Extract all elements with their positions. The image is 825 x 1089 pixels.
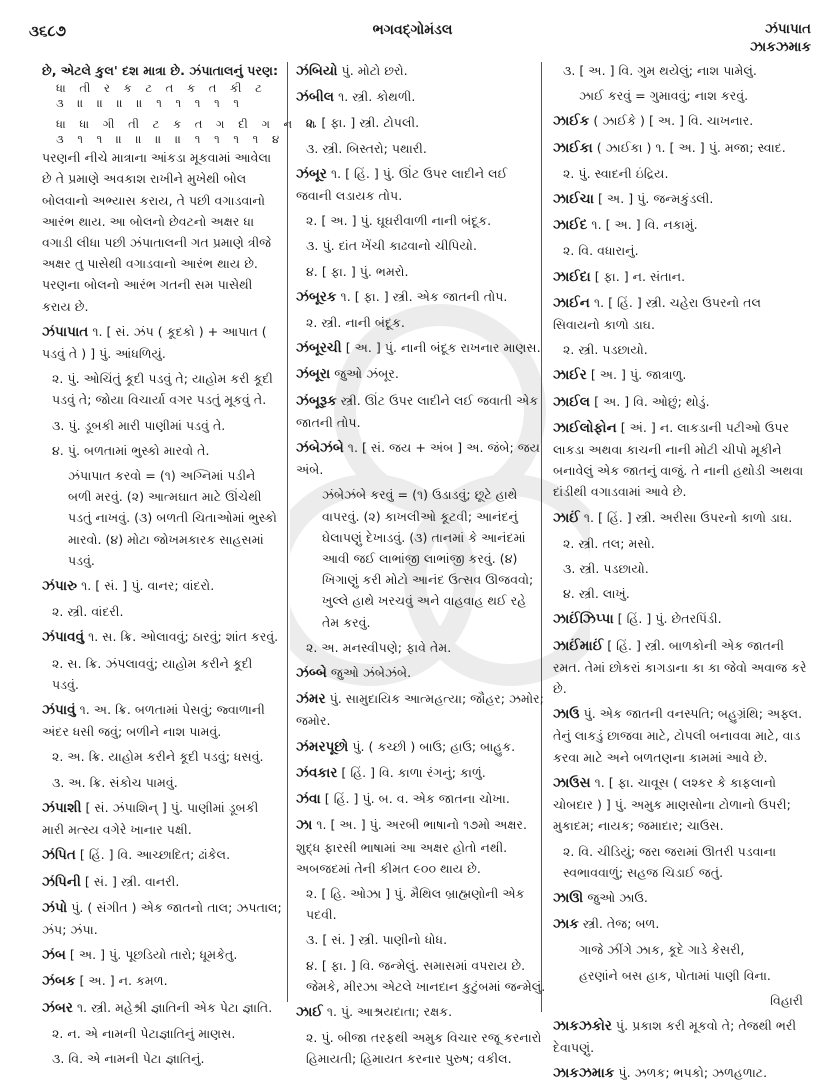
headword: ઝંબક bbox=[42, 973, 76, 990]
definition: ૧. [ હિં. ] પું. ઊંટ ઉપર લાદીને લઈ જવાની લડાયક તોપ. bbox=[296, 165, 508, 204]
guide-word-last: ઝાકઝમાક bbox=[750, 39, 811, 55]
definition: [ હિં. ] વિ. આચ્છાદિત; ઢાંકેલ. bbox=[79, 847, 231, 863]
definition: [ અં. ] ન. લાકડાની પટીઓ ઉપર લાકડા અથવા કાચની નાની મોટી ચીપો મૂકીને બનાવેલું એક જાતનું વાજું. તે નાની હથોડી અથવા દાંડીથી વગાડવામાં આવે છે. bbox=[553, 419, 804, 500]
headword: ઝંવકાર bbox=[296, 764, 338, 781]
sub-sense: ૨. [ ફા. ] સ્ત્રી. ટોપલી. bbox=[306, 115, 420, 131]
quote-attribution: વિહારી bbox=[770, 992, 803, 1008]
definition: ૧. [ હિં. ] સ્ત્રી. ચહેરા ઉપરનો તલ સિવાયનો કાળો ડાઘ. bbox=[553, 294, 762, 333]
dictionary-entry bbox=[296, 688, 546, 731]
dictionary-entry bbox=[553, 507, 811, 529]
headword: ઝા bbox=[296, 817, 313, 834]
dictionary-entry bbox=[42, 997, 282, 1019]
definition: [ અ. ] ન. કમળ. bbox=[79, 973, 168, 989]
definition: પું. ઝળક; ભપકો; ઝળહળાટ. bbox=[618, 1065, 768, 1081]
dictionary-entry bbox=[553, 391, 811, 413]
definition: પું. ( કચ્છી ) બાઉ; હાઉ; બાહુક. bbox=[352, 738, 516, 754]
definition: ૧. પું. આશ્રયદાતા; રક્ષક. bbox=[326, 1003, 453, 1019]
sub-sense: ૩. વિ. એ નામની પેટા જ્ઞાતિનું. bbox=[52, 1050, 205, 1066]
definition: પું. એક જાતની વનસ્પતિ; બહુગ્રંથિ; અફ્લ. તેનું લાકડું છાજવા માટે, ટોપલી બનાવવા માટે, વાડ કરવા માટે અને બળતણના કામમાં આવે છે. bbox=[553, 706, 803, 765]
sub-sense: ૨. સ્ત્રી. નાની બંદૂક. bbox=[306, 315, 405, 331]
definition: જુઓ ઝાઉ. bbox=[587, 889, 648, 905]
definition: ( ઝાઈકે ) [ અ. ] વિ. ચાખનાર. bbox=[593, 113, 754, 129]
dictionary-entry bbox=[553, 635, 811, 700]
headword: ઝાઉસ bbox=[553, 774, 591, 791]
dictionary-entry bbox=[296, 1001, 546, 1023]
page-number: ૩૬૮૭ bbox=[29, 22, 67, 40]
tala-notation-syllables: ધા ધા ગી તી ટ ક ત ગ દી ગ ન ધા bbox=[56, 117, 321, 132]
definition: પું. પ્રકાશ કરી મૂકવો તે; તેજથી ભરી દેવાપણું. bbox=[553, 1017, 797, 1056]
sub-sense: ૨. વિ. વધારાનું. bbox=[563, 243, 639, 259]
dictionary-entry bbox=[553, 703, 811, 768]
headword: ઝાઉ bbox=[553, 706, 580, 723]
dictionary-entry bbox=[553, 292, 811, 335]
column-2 bbox=[296, 60, 546, 1074]
definition: ૧. સ્ત્રી. મહેશ્રી જ્ઞાતિની એક પેટા જ્ઞાતિ. bbox=[76, 999, 273, 1015]
headword: ઝાઈદા bbox=[553, 268, 591, 285]
definition: [ અ. ] પું. પૂછડિયો તારો; ધૂમકેતુ. bbox=[69, 947, 238, 963]
book-title: ભગવદ્ગોમંડલ bbox=[372, 22, 453, 38]
headword: ઝંપારુ bbox=[42, 578, 78, 595]
definition: [ હિં. ] પું. છેતરપિંડી. bbox=[617, 611, 722, 627]
sub-sense: ૨. [ અ. ] પું. ઘૂઘરીવાળી નાની બંદૂક. bbox=[306, 213, 492, 229]
dictionary-entry bbox=[42, 575, 282, 597]
headword: ઝંપાપાત bbox=[42, 323, 89, 340]
sub-sense: ૩. [ સં. ] સ્ત્રી. પાણીનો ધોધ. bbox=[306, 932, 448, 948]
dictionary-entry bbox=[42, 844, 282, 866]
dictionary-entry bbox=[42, 944, 282, 966]
headword: ઝાઈન bbox=[553, 294, 590, 311]
dictionary-entry bbox=[553, 417, 811, 503]
definition: જુઓ ઝંબૂર. bbox=[334, 366, 399, 382]
definition: ૧. [ અ. ] વિ. નકામું. bbox=[591, 217, 698, 233]
dictionary-entry bbox=[553, 887, 811, 909]
sub-sense: ૪. પું. બળતામાં ભુસ્કો મારવો તે. bbox=[52, 442, 210, 458]
definition: પું. સામુદાયિક આત્મહત્યા; જૌહર; ઝમોર; જમોર. bbox=[296, 691, 544, 729]
definition: [ હિં. ] વિ. કાળા રંગનું; કાળું. bbox=[341, 764, 486, 780]
dictionary-entry bbox=[553, 772, 811, 837]
headword: ઝાકઝમાક bbox=[553, 1065, 615, 1082]
dictionary-entry bbox=[296, 286, 546, 308]
tala-notation-counts: ૩ ॥ ॥ ॥ ॥ ૧ ૧ ૧ ૧ ૧ bbox=[56, 96, 245, 111]
sub-sense: ૨. સ્ત્રી. વાંદરી. bbox=[52, 604, 124, 620]
headword: ઝાઈચા bbox=[553, 191, 594, 208]
sub-sense: ૩. પું. ડૂબકી મારી પાણીમાં પડવું તે. bbox=[52, 417, 226, 433]
dictionary-entry bbox=[42, 897, 282, 940]
headword: ઝંમર bbox=[296, 691, 326, 708]
definition: [ અ. ] વિ. ઓછું; થોડું. bbox=[594, 393, 710, 409]
dictionary-entry bbox=[296, 337, 546, 359]
sub-sense: ૪. [ ફા. ] પું. ભમરો. bbox=[306, 263, 409, 279]
headword: ઝાઈક bbox=[553, 113, 590, 130]
sub-sense: ૨. ન. એ નામની પેટાજ્ઞાતિનું માણસ. bbox=[52, 1025, 236, 1041]
headword: ઝંબેઝંબે bbox=[296, 440, 344, 457]
definition: [ અ. ] પું. જન્મકુંડલી. bbox=[598, 191, 714, 207]
headword: ઝંપિની bbox=[42, 873, 81, 890]
sub-sense: ૩. પું. દાંત ખેંચી કાઢવાનો ચીપિયો. bbox=[306, 238, 477, 254]
column-3 bbox=[553, 60, 811, 1089]
dictionary-entry bbox=[553, 214, 811, 236]
definition: [ સં. ] સ્ત્રી. વાનરી. bbox=[84, 873, 180, 889]
dictionary-entry bbox=[296, 437, 546, 480]
definition: ૧. [ હિં. ] સ્ત્રી. અરીસા ઉપરનો કાળો ડાઘ. bbox=[583, 509, 793, 525]
headword: ઝંપાવું bbox=[42, 702, 76, 719]
sub-sense: ૨. [ હિ. ઓઝા ] પું. મૈથિલ બ્રાહ્મણોની એક પદવી. bbox=[306, 885, 525, 923]
entry-list bbox=[42, 321, 282, 1069]
dictionary-entry bbox=[296, 662, 546, 684]
definition: જુઓ ઝંબેઝંબે. bbox=[330, 665, 412, 681]
definition: સ્ત્રી. ઊંટ ઉપર લાદીને લઈ જવાતી એક જાતની તોપ. bbox=[296, 392, 539, 430]
dictionary-entry bbox=[553, 110, 811, 132]
dictionary-entry bbox=[296, 363, 546, 385]
definition: ૧. અ. ક્રિ. બળતામાં પેસવું; જ્વાળાની અંદર ધસી જવું; બળીને નાશ પામવું. bbox=[42, 702, 265, 740]
definition: ૧. [ ફા. ચાવૂસ ( લશ્કર કે કાફલાનો ચોબદાર ) ] પું. અમુક માણસોના ટોળાનો ઉપરી; મુકાદમ; નાયક; જમાદાર; ચાઉસ. bbox=[553, 774, 791, 834]
headword: ઝંબર bbox=[42, 999, 73, 1016]
headword: ઝાઈલોફોન bbox=[553, 419, 617, 436]
dictionary-entry bbox=[553, 1062, 811, 1084]
headword: ઝાઈર bbox=[553, 367, 587, 384]
headword: ઝંપિત bbox=[42, 847, 76, 864]
headword: ઝાક bbox=[553, 916, 579, 933]
sub-sense: ૨. પું. બીજા તરફથી અમુક વિચાર રજૂ કરનારો હિમાયતી; હિમાયત કરનાર પુરુષ; વકીલ. bbox=[306, 1030, 542, 1067]
definition: ૧. સ્ત્રી. કોથળી. bbox=[338, 89, 416, 105]
tala-notation-counts: ૩ ૧ ૧ ॥ ॥ ॥ ॥ ૧ ૧ ૧ ૧ ૪ bbox=[56, 132, 285, 147]
dictionary-entry bbox=[296, 736, 546, 758]
sub-sense: ૨. સ્ત્રી. પડછાયો. bbox=[563, 342, 648, 358]
dictionary-entry bbox=[296, 814, 546, 879]
dictionary-entry bbox=[42, 626, 282, 648]
headword: ઝાઈકા bbox=[553, 139, 593, 156]
dictionary-entry bbox=[296, 60, 546, 82]
tala-notation-syllables: ધા તી ર ક ટ ત ક ત કી ટ bbox=[56, 81, 267, 96]
dictionary-entry bbox=[296, 788, 546, 810]
definition: ૧. [ સં. જય + અંબ ] અ. જંબે; જય અંબે. bbox=[296, 440, 540, 478]
headword: ઝંબૂર bbox=[296, 165, 327, 182]
definition: [ હિં. ] પું. બ. વ. એક જાતના ચોખા. bbox=[324, 791, 510, 807]
headword: ઝાઈ bbox=[296, 1003, 323, 1020]
sub-sense: ૨. વિ. ચીડિયું; જરા જરામાં ઊતરી પડવાના સ્વભાવવાળું; સહજ ચિડાઈ જતું. bbox=[563, 843, 777, 880]
sub-sense: ૨. પું. ઓચિંતું કૂદી પડવું તે; યાહોમ કરી કૂદી પડવું તે; જોયા વિચાર્યા વગર પડતું મૂકવું તે. bbox=[52, 371, 273, 408]
headword: ઝંબૂરક bbox=[296, 288, 337, 305]
entry-list bbox=[553, 60, 811, 1085]
sub-sense: ૨. સ્ત્રી. તલ; મસો. bbox=[563, 535, 655, 551]
dictionary-entry bbox=[42, 321, 282, 364]
headword: ઝંબૂરા bbox=[296, 366, 331, 383]
continuation-text: છે, એટલે કુલ' દશ માત્રા છે. ઝંપાતાલનું પરણ: bbox=[42, 63, 279, 78]
sub-sense: ૪. સ્ત્રી. લાખું. bbox=[563, 586, 630, 602]
dictionary-entry bbox=[296, 390, 546, 433]
headword: ઝંબ bbox=[42, 947, 66, 964]
dictionary-entry bbox=[553, 137, 811, 159]
headword: ઝાકઝકોર bbox=[553, 1017, 612, 1034]
headword: ઝંબીલ bbox=[296, 89, 335, 106]
dictionary-entry bbox=[42, 970, 282, 992]
definition: ૧. [ ફા. ] સ્ત્રી. એક જાતની તોપ. bbox=[340, 288, 508, 304]
sub-sense: ૨. સ. ક્રિ. ઝંપલાવવું; યાહોમ કરીને કૂદી પડવું. bbox=[52, 655, 253, 692]
sub-sense: ૩. સ્ત્રી. બિસ્તરો; પથારી. bbox=[306, 140, 427, 156]
definition: પું. મોટો છરો. bbox=[341, 63, 408, 78]
sub-sense: ૨. પું. સ્વાદની ઇંદ્રિય. bbox=[563, 165, 669, 181]
column-divider bbox=[287, 62, 288, 1002]
definition: ૧. સ. ક્રિ. ઓલાવવું; ઠારવું; શાંત કરવું. bbox=[88, 629, 279, 645]
sub-sense: ૨. અ. મનસ્વીપણે; ફાવે તેમ. bbox=[306, 639, 452, 655]
headword: ઝંબિયો bbox=[296, 63, 338, 79]
definition: [ ફા. ] ન. સંતાન. bbox=[594, 268, 686, 284]
definition: ૧. [ અ. ] પું. અરબી ભાષાનો ૧૭મો અક્ષર. શુદ્ધ ફારસી ભાષામાં આ અક્ષર હોતો નથી. અબજદમાં તેની કીમત ૯૦૦ થાય છે. bbox=[296, 817, 528, 876]
page-header bbox=[0, 0, 825, 56]
definition: [ હિં. ] સ્ત્રી. બાળકોની એક જાતની રમત. તેમાં છોકરાં કાગડાના કા કા જેવો અવાજ કરે છે. bbox=[553, 637, 807, 697]
usage-phrase: ઝાઈ કરવું = ગુમાવવું; નાશ કરવું. bbox=[579, 88, 749, 104]
sub-sense: ૩. અ. ક્રિ. સંકોચ પામવું. bbox=[52, 774, 178, 790]
definition: [ અ. ] પું. જાત્રાળુ. bbox=[590, 367, 687, 383]
sub-sense: ૪. [ ફા. ] વિ. જન્મેલું. સમાસમાં વપરાય છે. જેમકે, મીરઝા એટલે ખાનદાન કુટુંબમાં જન્મેલું. bbox=[306, 957, 546, 994]
headword: ઝાઈદ bbox=[553, 217, 588, 234]
dictionary-entry bbox=[553, 266, 811, 288]
headword: ઝંબૂરચી bbox=[296, 340, 342, 357]
usage-phrase: ઝંબેઝંબે કરવું = (૧) ઉડાડવું; છૂટે હાથે વાપરવું. (૨) કાખલીઓ કૂટવી; આનંદનું ઘેલાપણું દેખાડવું. (૩) તાનમાં કે આનંદમાં આવી જઈ લાભાંજી લાભાંજી કરવું. (૪) ખિગાણું કરી મોટો આનંદ ઉત્સવ ઊજવવો; ખુલ્લે હાથે ખરચવું અને વાહવાહ થઈ રહે તેમ કરવું. bbox=[322, 487, 534, 630]
dictionary-entry bbox=[42, 699, 282, 742]
definition: ( ઝાઈકા ) ૧. [ અ. ] પું. મજા; સ્વાદ. bbox=[596, 139, 786, 155]
headword: ઝંમરપૂછો bbox=[296, 738, 349, 755]
dictionary-entry bbox=[42, 871, 282, 893]
dictionary-entry bbox=[553, 1015, 811, 1058]
headword: ઝંવા bbox=[296, 791, 321, 808]
dictionary-entry bbox=[553, 608, 811, 630]
headword: ઝાઈં bbox=[553, 509, 580, 526]
headword: ઝાઊ bbox=[553, 889, 584, 906]
dictionary-entry bbox=[42, 797, 282, 840]
definition: ૧. [ સં. ઝંપ ( કૂદકો ) + આપાત ( પડવું તે ) ] પું. આંધળિયું. bbox=[42, 323, 267, 362]
dictionary-entry bbox=[296, 762, 546, 784]
entry-list bbox=[296, 60, 546, 1070]
usage-phrase: ગાજે ઝીંગે ઝાક, કૂદે ગાડે કેસરી, bbox=[579, 942, 745, 958]
headword: ઝંબૂરૂક bbox=[296, 392, 337, 409]
sub-sense: ૩. સ્ત્રી. પડછાયો. bbox=[563, 561, 649, 577]
dictionary-entry bbox=[553, 364, 811, 386]
headword: ઝંપાવવું bbox=[42, 629, 85, 646]
usage-phrase: ઝંપાપાત કરવો = (૧) અગ્નિમાં પડીને બળી મરવું. (૨) આત્મઘાત માટે ઊંચેથી પડતું નાખવું. (૩) બળતી ચિતાઓમાં ભુસ્કો મારવો. (૪) મોટા જોખમકારક સાહસમાં પડવું. bbox=[68, 468, 277, 568]
sub-sense: ૩. [ અ. ] વિ. ગુમ થયેલું; નાશ પામેલું. bbox=[563, 63, 757, 78]
headword: ઝંબ્બે bbox=[296, 665, 327, 682]
dictionary-entry bbox=[296, 163, 546, 206]
headword: ઝાઈંમાઈં bbox=[553, 637, 604, 654]
dictionary-entry bbox=[553, 188, 811, 210]
definition: સ્ત્રી. તેજ; બળ. bbox=[582, 916, 660, 932]
definition: ૧. [ સં. ] પું. વાનર; વાંદરો. bbox=[81, 578, 215, 594]
sub-sense: ૨. અ. ક્રિ. યાહોમ કરીને કૂદી પડવું; ધસવું. bbox=[52, 749, 264, 765]
headword: ઝાઈલ bbox=[553, 393, 591, 410]
continuation-text: પરણની નીચે માત્રાના આંકડા મૂકવામાં આવેલા છે તે પ્રમાણે અવકાશ રાખીને મુખેથી બોલ બોલવાનો અભ્યાસ કરાય, તે પછી વગાડવાનો આરંભ થાય. આ બોલનો છેવટનો અક્ષર ધા વગાડી લીધા પછી ઝંપાતાલની ગત પ્રમાણે ત્રીજે અક્ષર તુ પાસેથી વગાડવાનો આરંભ થાય છે. પરણના બોલનો આરંભ ગતની સમ પાસેથી કરાય છે. bbox=[42, 150, 272, 314]
headword: ઝંપાશી bbox=[42, 799, 82, 816]
definition: પું. ( સંગીત ) એક જાતનો તાલ; ઝપતાલ; ઝંપ; ઝંપા. bbox=[42, 899, 282, 937]
dictionary-entry bbox=[296, 86, 546, 108]
dictionary-entry bbox=[553, 913, 811, 935]
definition: [ સં. ઝંપાશિન્ ] પું. પાણીમાં ડૂબકી મારી મત્સ્ય વગેરે ખાનાર પક્ષી. bbox=[42, 799, 259, 838]
headword: ઝાઈંઝિપ્પા bbox=[553, 611, 614, 628]
guide-word-first: ઝંપાપાત bbox=[765, 21, 811, 37]
headword: ઝંપો bbox=[42, 899, 68, 916]
definition: [ અ. ] પું. નાની બંદૂક રાખનાર માણસ. bbox=[345, 340, 541, 356]
guide-words bbox=[750, 20, 811, 56]
usage-phrase: હરણાંને બસ હાક, પોતામાં પાણી વિના. bbox=[579, 967, 771, 983]
